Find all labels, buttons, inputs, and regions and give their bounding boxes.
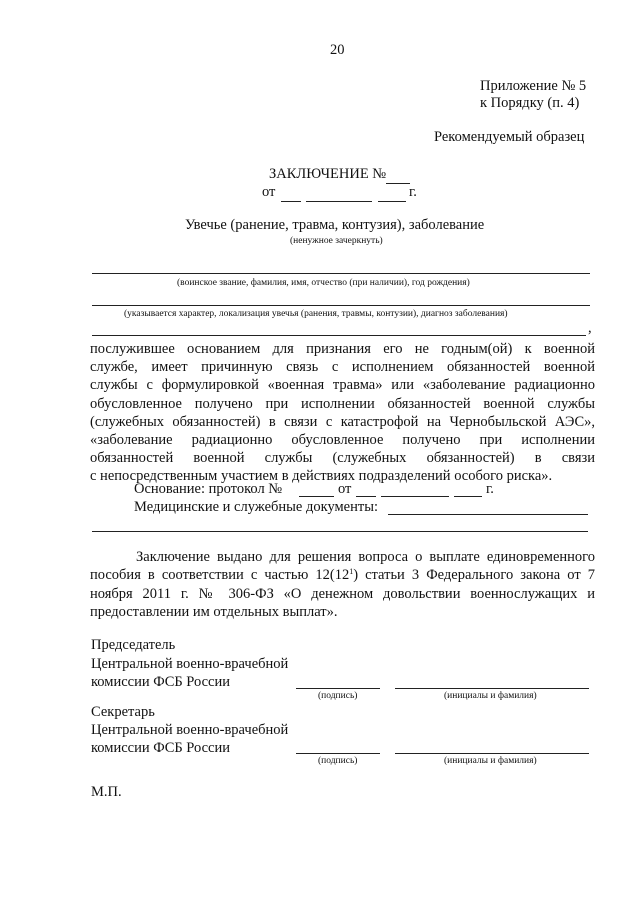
subject-note: (ненужное зачеркнуть) [290, 236, 383, 246]
documents-blank [388, 514, 588, 515]
appendix-line-2: к Порядку (п. 4) [480, 95, 580, 111]
basis-from-label: от [338, 481, 352, 497]
date-month-blank [306, 201, 372, 202]
injury-description-caption: (указывается характер, локализация увечья (ранения, травмы, контузии), диагноз заболевания) [124, 309, 508, 319]
chairman-signature-caption: (подпись) [318, 691, 358, 701]
chairman-title-line-2: Центральной военно-врачебной [91, 656, 289, 672]
seal-placeholder: М.П. [91, 784, 122, 800]
conclusion-text-1: Заключение выдано для решения вопроса о выплате единовременного пособия в соответствии с частью 12(12 [90, 549, 595, 584]
body-line-5: (служебных обязанностей) в связи с катастрофой на Чернобыльской АЭС», [90, 414, 595, 430]
documents-label: Медицинские и служебные документы: [134, 499, 378, 515]
title-text: ЗАКЛЮЧЕНИЕ № [269, 166, 387, 182]
basis-year-blank [454, 496, 482, 497]
diagnosis-comma: , [588, 320, 592, 336]
secretary-title-line-1: Секретарь [91, 704, 155, 720]
secretary-name-caption: (инициалы и фамилия) [444, 756, 537, 766]
date-year-suffix: г. [409, 184, 417, 200]
conclusion-superscript: 1 [349, 567, 354, 577]
secretary-signature-caption: (подпись) [318, 756, 358, 766]
documents-blank-2 [92, 531, 588, 532]
basis-month-blank [381, 496, 449, 497]
body-line-2: службе, имеет причинную связь с исполнением обязанностей военной [90, 359, 595, 375]
secretary-title-line-2: Центральной военно-врачебной [91, 722, 289, 738]
basis-day-blank [356, 496, 376, 497]
date-from-label: от [262, 184, 276, 200]
body-line-6: «заболевание радиационно обусловленное получено при исполнении [90, 432, 595, 448]
chairman-name-blank [395, 688, 589, 689]
injury-description-blank [92, 305, 590, 306]
body-line-7: обязанностей военной службы (служебных обязанностей) в связи [90, 450, 595, 466]
date-day-blank [281, 201, 301, 202]
body-line-3: службы с формулировкой «военная травма» или «заболевание радиационно [90, 377, 595, 393]
page-number: 20 [330, 42, 345, 58]
sample-label: Рекомендуемый образец [434, 129, 585, 145]
appendix-line-1: Приложение № 5 [480, 78, 587, 94]
date-year-blank [378, 201, 406, 202]
secretary-title-line-3: комиссии ФСБ России [91, 740, 231, 756]
protocol-number-blank [299, 496, 334, 497]
body-line-1: послужившее основанием для признания его не годным(ой) к военной [90, 341, 595, 357]
subject-heading: Увечье (ранение, травма, контузия), заболевание [185, 217, 485, 233]
secretary-name-blank [395, 753, 589, 754]
diagnosis-continuation-blank [92, 335, 586, 336]
chairman-signature-blank [296, 688, 380, 689]
conclusion-text-2: ) статьи 3 Федерального закона от 7 ноября 2011 г. № 306-ФЗ «О денежном довольствии военнослужащих и предоставлении им отдельных выплат». [90, 567, 595, 620]
basis-label: Основание: протокол № [134, 481, 283, 497]
body-line-4: обусловленное получено при исполнении обязанностей военной службы [90, 396, 595, 412]
chairman-name-caption: (инициалы и фамилия) [444, 691, 537, 701]
number-blank [386, 183, 410, 184]
conclusion-paragraph [90, 548, 595, 621]
secretary-signature-blank [296, 753, 380, 754]
basis-year-suffix: г. [486, 481, 494, 497]
document-title [269, 166, 386, 183]
chairman-title-line-1: Председатель [91, 637, 176, 653]
service-member-blank [92, 273, 590, 274]
chairman-title-line-3: комиссии ФСБ России [91, 674, 231, 690]
service-member-caption: (воинское звание, фамилия, имя, отчество (при наличии), год рождения) [177, 278, 470, 288]
body-line-8: с непосредственным участием в действиях подразделений особого риска». [90, 468, 553, 484]
